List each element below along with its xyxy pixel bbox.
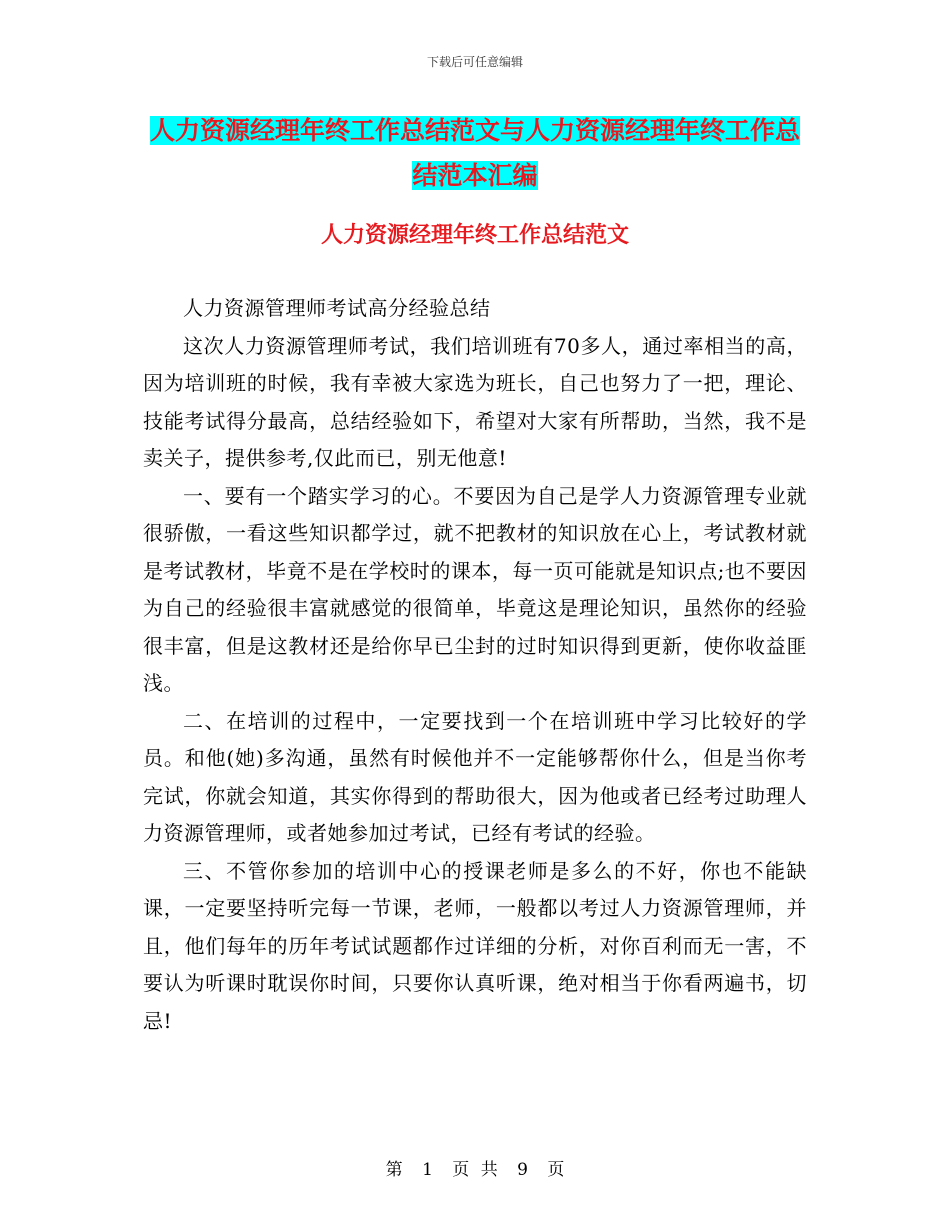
footer-suffix: 页: [547, 1160, 565, 1180]
paragraph: 一、要有一个踏实学习的心。不要因为自己是学人力资源管理专业就很骄傲，一看这些知识都学过，就不把教材的知识放在心上，考试教材就是考试教材，毕竟不是在学校时的课本，每一页可能就是知识点;也不要因为自己的经验很丰富就感觉的很简单，毕竟这是理论知识，虽然你的经验很丰富，但是这教材还是给你早已尘封的过时知识得到更新，使你收益匪浅。: [143, 483, 807, 695]
footer-page-number: 1: [422, 1160, 433, 1180]
footer-total-pages: 9: [517, 1160, 528, 1180]
document-body: [143, 290, 807, 1040]
footer-middle: 页 共: [452, 1160, 498, 1180]
document-title-text: 人力资源经理年终工作总结范文与人力资源经理年终工作总结范本汇编: [149, 116, 800, 190]
header-note: 下载后可任意编辑: [426, 55, 523, 69]
paragraph: 三、不管你参加的培训中心的授课老师是多么的不好，你也不能缺课，一定要坚持听完每一节课，老师，一般都以考过人力资源管理师，并且，他们每年的历年考试试题都作过详细的分析，对你百利而无一害，不要认为听课时耽误你时间，只要你认真听课，绝对相当于你看两遍书，切忌!: [143, 858, 807, 1033]
paragraph: 这次人力资源管理师考试，我们培训班有70多人，通过率相当的高，因为培训班的时候，我有幸被大家选为班长，自己也努力了一把，理论、技能考试得分最高，总结经验如下，希望对大家有所帮助，当然，我不是卖关子，提供参考,仅此而已，别无他意!: [143, 333, 807, 470]
document-title: [140, 108, 810, 198]
page-footer: [0, 1155, 950, 1180]
paragraph: 人力资源管理师考试高分经验总结: [183, 296, 491, 320]
paragraph: 二、在培训的过程中，一定要找到一个在培训班中学习比较好的学员。和他(她)多沟通，虽然有时候他并不一定能够帮你什么，但是当你考完试，你就会知道，其实你得到的帮助很大，因为他或者已经考过助理人力资源管理师，或者她参加过考试，已经有考试的经验。: [143, 708, 807, 845]
section-title: 人力资源经理年终工作总结范文: [320, 222, 629, 248]
footer-prefix: 第: [385, 1160, 403, 1180]
